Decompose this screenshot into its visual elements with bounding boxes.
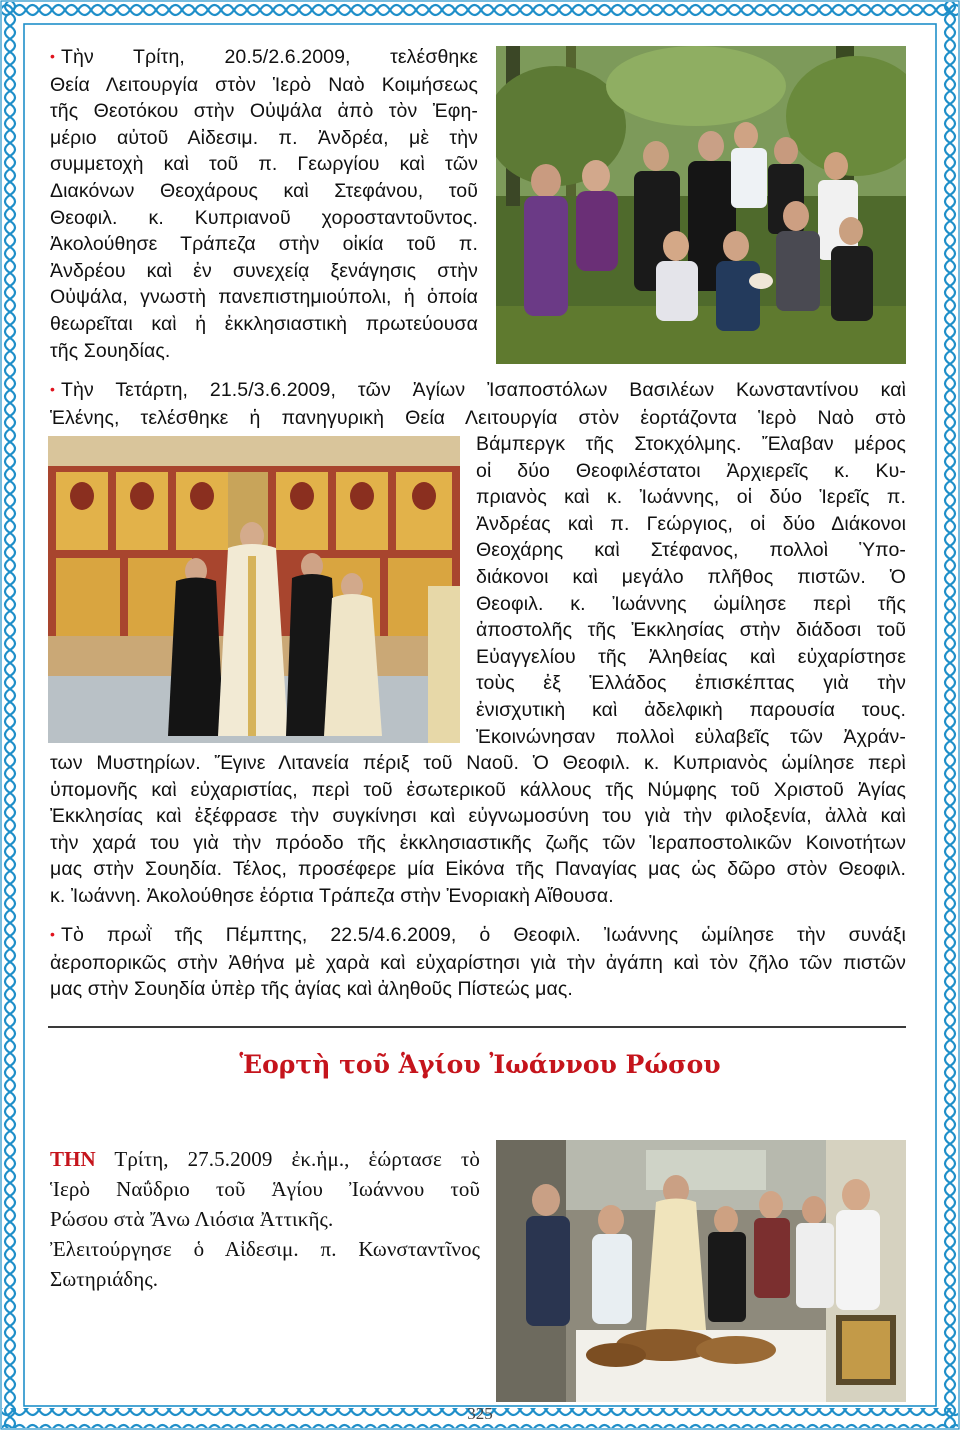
- text-line: Ἀκολούθησε Τράπεζα στὴν οἰκία τοῦ π.: [50, 233, 478, 256]
- text-line: ἀποστολῆς τῆς Ἐκκλησίας στὴν διάδοσι τοῦ: [476, 619, 906, 642]
- church-interior-photo: [48, 436, 460, 743]
- section-divider: [48, 1026, 906, 1028]
- group-photo-forest: [496, 46, 906, 364]
- text-line: των Μυστηρίων. Ἔγινε Λιτανεία πέριξ τοῦ Ναοῦ. Ὁ Θεοφιλ. κ. Κυπριανὸς ὡμίλησε περὶ: [50, 752, 906, 774]
- text-line: μας στὴν Σουηδία ὑπὲρ τῆς ἁγίας καὶ ἀληθοῦς Πίστεώς μας.: [50, 978, 573, 1001]
- article-body: [50, 1144, 480, 1294]
- section-stockholm-continued: [50, 750, 906, 910]
- text-line: τῆς Σουηδίας.: [50, 339, 171, 362]
- text-line: • Τὴν Τρίτη, 20.5/2.6.2009, τελέσθηκε: [50, 46, 478, 68]
- text-line: τὴν χαρά του γιὰ τὴν πρόοδο τῆς ἐκκλησιαστικῆς ζωῆς τῶν Ἱεραποστολικῶν Κοινοτήτων: [50, 831, 906, 854]
- text-line: ΤΗΝ Τρίτη, 27.5.2009 ἐκ.ἡμ., ἑώρτασε τὸ: [50, 1147, 480, 1171]
- text-line: Ἱερὸ Ναΰδριο τοῦ Ἁγίου Ἰωάννου τοῦ: [50, 1177, 480, 1201]
- text-line: οἱ δύο Θεοφιλέστατοι Ἀρχιερεῖς κ. Κυ-: [476, 459, 906, 482]
- text-line: κ. Ἰωάννη. Ἀκολούθησε ἑόρτια Τράπεζα στὴν Ἐνοριακὴ Αἴθουσα.: [50, 884, 614, 907]
- page-number: 325: [467, 1404, 493, 1423]
- bullet-icon: •: [50, 926, 56, 942]
- text-line: μέριο αὐτοῦ Αἰδεσιμ. π. Ἀνδρέα, μὲ τὴν: [50, 126, 478, 149]
- text-line: Ρώσου στὰ Ἄνω Λιόσια Ἀττικῆς.: [50, 1207, 334, 1231]
- text-line: τοὺς ἐξ Ἑλλάδος ἐπισκέπτας γιὰ τὴν: [476, 672, 906, 695]
- bullet-icon: •: [50, 48, 56, 64]
- section-stockholm-side: [476, 431, 906, 750]
- text-line: Βάμπεργκ τῆς Στοκχόλμης. Ἔλαβαν μέρος: [476, 433, 906, 455]
- text-line: θεωρεῖται καὶ ἡ ἐκκλησιαστικὴ πρωτεύουσα: [50, 312, 478, 335]
- article-heading: Ἑορτὴ τοῦ Ἁγίου Ἰωάννου Ρώσου: [239, 1050, 721, 1079]
- text-line: Ἐκκλησίας καὶ ἐξέφρασε τὴν συγκίνησι καὶ εὐγνωμοσύνη του γιὰ τὴν φιλοξενία, ἀλλὰ καὶ: [50, 805, 906, 828]
- section-return-athens: [50, 922, 906, 1003]
- text-line: Διακόνων Θεοχάρους καὶ Στεφάνου, τοῦ: [50, 179, 478, 202]
- text-line: πριανὸς καὶ κ. Ἰωάννης, οἱ δύο Ἱερεῖς π.: [476, 486, 906, 509]
- text-line: Ἐκοινώνησαν πολλοὶ εὐλαβεῖς τῶν Ἀχράν-: [476, 725, 906, 748]
- bullet-icon: •: [50, 381, 56, 397]
- text-line: Ἐλειτούργησε ὁ Αἰδεσιμ. π. Κωνσταντῖνος: [50, 1237, 480, 1261]
- text-line: Σωτηριάδης.: [50, 1267, 159, 1291]
- feast-blessing-photo: [496, 1140, 906, 1402]
- text-line: Θεοχάρης καὶ Στέφανος, πολλοὶ Ὑπο-: [476, 539, 906, 562]
- text-line: τῆς Θεοτόκου στὴν Οὐψάλα ἀπὸ τὸν Ἐφη-: [50, 100, 478, 123]
- text-line: Θεία Λειτουργία στὸν Ἱερὸ Ναὸ Κοιμήσεως: [50, 73, 478, 96]
- text-line: μας στὴν Σουηδία. Τέλος, προσέφερε μία Εἰκόνα τῆς Παναγίας μας ὡς δῶρο στὸν Θεοφιλ.: [50, 858, 906, 881]
- text-line: Θεοφιλ. κ. Κυπριανοῦ χοροσταντοῦντος.: [50, 206, 478, 229]
- text-line: Οὐψάλα, γνωστὴ πανεπιστημιούπολι, ἡ ὁποία: [50, 286, 478, 309]
- text-line: • Τὸ πρωῒ τῆς Πέμπτης, 22.5/4.6.2009, ὁ Θεοφιλ. Ἰωάννης ὡμίλησε τὴν συνάξι: [50, 924, 906, 946]
- text-line: διάκονοι καὶ μεγάλο πλῆθος πιστῶν. Ὁ: [476, 565, 906, 588]
- section-uppsala: [50, 44, 478, 364]
- text-line: Ἑλένης, τελέσθηκε ἡ πανηγυρικὴ Θεία Λειτουργία στὸν ἑορτάζοντα Ἱερὸ Ναὸ στὸ: [50, 406, 906, 429]
- text-line: Θεοφιλ. κ. Ἰωάννης ὡμίλησε περὶ τῆς: [476, 592, 906, 615]
- text-line: • Τὴν Τετάρτη, 21.5/3.6.2009, τῶν Ἁγίων Ἰσαποστόλων Βασιλέων Κωνσταντίνου καὶ: [50, 379, 906, 401]
- text-line: συμμετοχὴ καὶ τοῦ π. Γεωργίου καὶ τῶν: [50, 153, 478, 176]
- section-stockholm-intro: [50, 377, 906, 431]
- text-line: Εὐαγγελίου τῆς Ἀληθείας καὶ εὐχαρίστησε: [476, 645, 906, 668]
- text-line: ἀεροπορικῶς στὴν Ἀθήνα μὲ χαρὰ καὶ εὐχαρίστησι γιὰ τὴν ἀγάπη καὶ τὸν ζῆλο τῶν πιστῶν: [50, 951, 906, 974]
- text-line: ἐνισχυτικὴ καὶ ἀδελφικὴ παρουσία τους.: [476, 698, 906, 721]
- drop-word: ΤΗΝ: [50, 1147, 96, 1171]
- text-line: Ἀνδρέας καὶ π. Γεώργιος, οἱ δύο Διάκονοι: [476, 512, 906, 535]
- text-line: ὑπομονῆς καὶ εὐχαριστίας, περὶ τοῦ ἐσωτερικοῦ κάλλους τῆς Νύμφης τοῦ Χριστοῦ Ἁγίας: [50, 778, 906, 801]
- text-line: Ἀνδρέου καὶ ἐν συνεχείᾳ ξενάγησις στὴν: [50, 259, 478, 282]
